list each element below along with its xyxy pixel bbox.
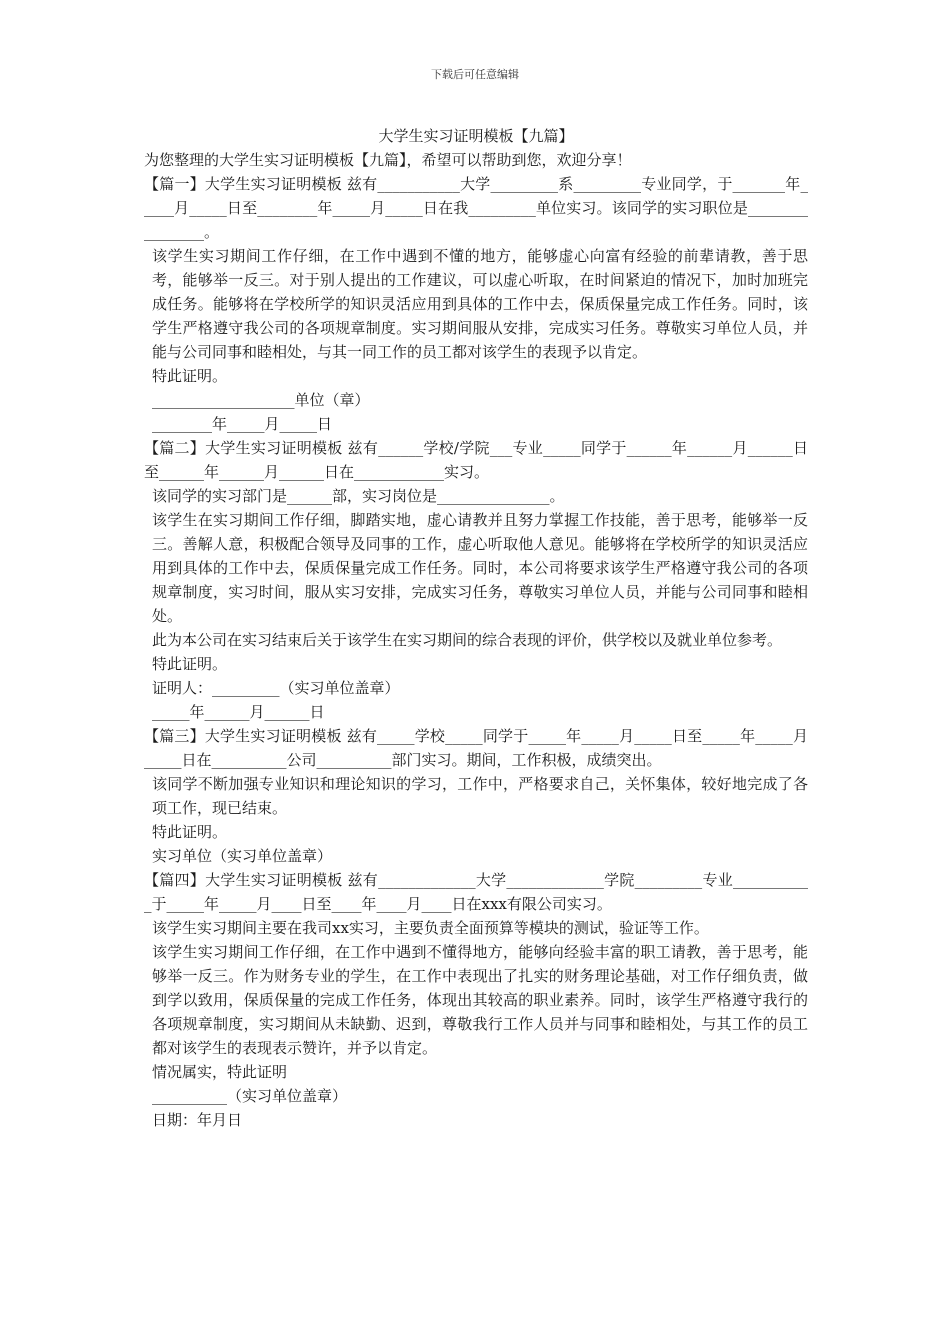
section-2-heading-paragraph: 【篇二】大学生实习证明模板 兹有______学校/学院___专业_____同学于______年______月______日至______年______月______日在____________实习。: [144, 439, 808, 481]
section-2-witness-line: 证明人：_________（实习单位盖章）: [152, 679, 400, 697]
section-1-date-line: ________年_____月_____日: [152, 415, 333, 433]
section-4-duties: 该学生实习期间主要在我司xx实习，主要负责全面预算等模块的测试，验证等工作。: [152, 919, 709, 937]
document-body: [144, 124, 808, 1132]
section-2-department: 该同学的实习部门是______部，实习岗位是_______________。: [152, 487, 565, 505]
header-note: 下载后可任意编辑: [431, 68, 519, 81]
section-1-signature-line: ___________________单位（章）: [152, 391, 370, 409]
section-4-body: 该学生实习期间工作仔细，在工作中遇到不懂得地方，能够向经验丰富的职工请教，善于思考，能够举一反三。作为财务专业的学生，在工作中表现出了扎实的财务理论基础，对工作仔细负责，做到学以致用，保质保量的完成工作任务，体现出其较高的职业素养。同时，该学生严格遵守我行的各项规章制度，实习期间从未缺勤、迟到，尊敬我行工作人员并与同事和睦相处，与其工作的员工都对该学生的表现表示赞许，并予以肯定。: [152, 943, 808, 1057]
intro-paragraph: 为您整理的大学生实习证明模板【九篇】，希望可以帮助到您，欢迎分享！: [144, 151, 632, 169]
section-2-body: 该学生在实习期间工作仔细，脚踏实地，虚心请教并且努力掌握工作技能，善于思考，能够举一反三。善解人意，积极配合领导及同事的工作，虚心听取他人意见。能够将在学校所学的知识灵活应用到具体的工作中去，保质保量完成工作任务。同时，本公司将要求该学生严格遵守我公司的各项规章制度，实习时间，服从实习安排，完成实习任务，尊敬实习单位人员，并能与公司同事和睦相处。: [152, 511, 808, 625]
section-1-heading-paragraph: 【篇一】大学生实习证明模板 兹有___________大学_________系_________专业同学，于_______年_____月_____日至________年_____月_____日在我_________单位实习。该同学的实习职位是________________。: [144, 175, 808, 241]
section-3-heading-paragraph: 【篇三】大学生实习证明模板 兹有_____学校_____同学于_____年_____月_____日至_____年_____月_____日在__________公司__________部门实习。期间，工作积极，成绩突出。: [144, 727, 808, 769]
section-2-certify: 特此证明。: [152, 655, 228, 673]
section-1-certify: 特此证明。: [152, 367, 228, 385]
section-1-body: 该学生实习期间工作仔细，在工作中遇到不懂的地方，能够虚心向富有经验的前辈请教，善于思考，能够举一反三。对于别人提出的工作建议，可以虚心听取，在时间紧迫的情况下，加时加班完成任务。能够将在学校所学的知识灵活应用到具体的工作中去，保质保量完成工作任务。同时，该学生严格遵守我公司的各项规章制度。实习期间服从安排，完成实习任务。尊敬实习单位人员，并能与公司同事和睦相处，与其一同工作的员工都对该学生的表现予以肯定。: [152, 247, 808, 361]
section-4-date-line: 日期：年月日: [152, 1111, 243, 1129]
section-3-stamp-line: 实习单位（实习单位盖章）: [152, 847, 333, 865]
section-3-body: 该同学不断加强专业知识和理论知识的学习，工作中，严格要求自己，关怀集体，较好地完成了各项工作，现已结束。: [152, 775, 808, 817]
section-4-stamp-line: __________（实习单位盖章）: [152, 1087, 348, 1105]
section-4-heading-paragraph: 【篇四】大学生实习证明模板 兹有_____________大学_____________学院_________专业___________于_____年_____月____日至____年____月____日在xxx有限公司实习。: [144, 871, 808, 913]
document-title: 大学生实习证明模板【九篇】: [378, 127, 574, 145]
section-3-certify: 特此证明。: [152, 823, 228, 841]
section-4-certify: 情况属实，特此证明: [152, 1063, 288, 1081]
section-2-date-line: _____年______月______日: [152, 703, 325, 721]
section-2-evaluation: 此为本公司在实习结束后关于该学生在实习期间的综合表现的评价，供学校以及就业单位参考。: [152, 631, 783, 649]
